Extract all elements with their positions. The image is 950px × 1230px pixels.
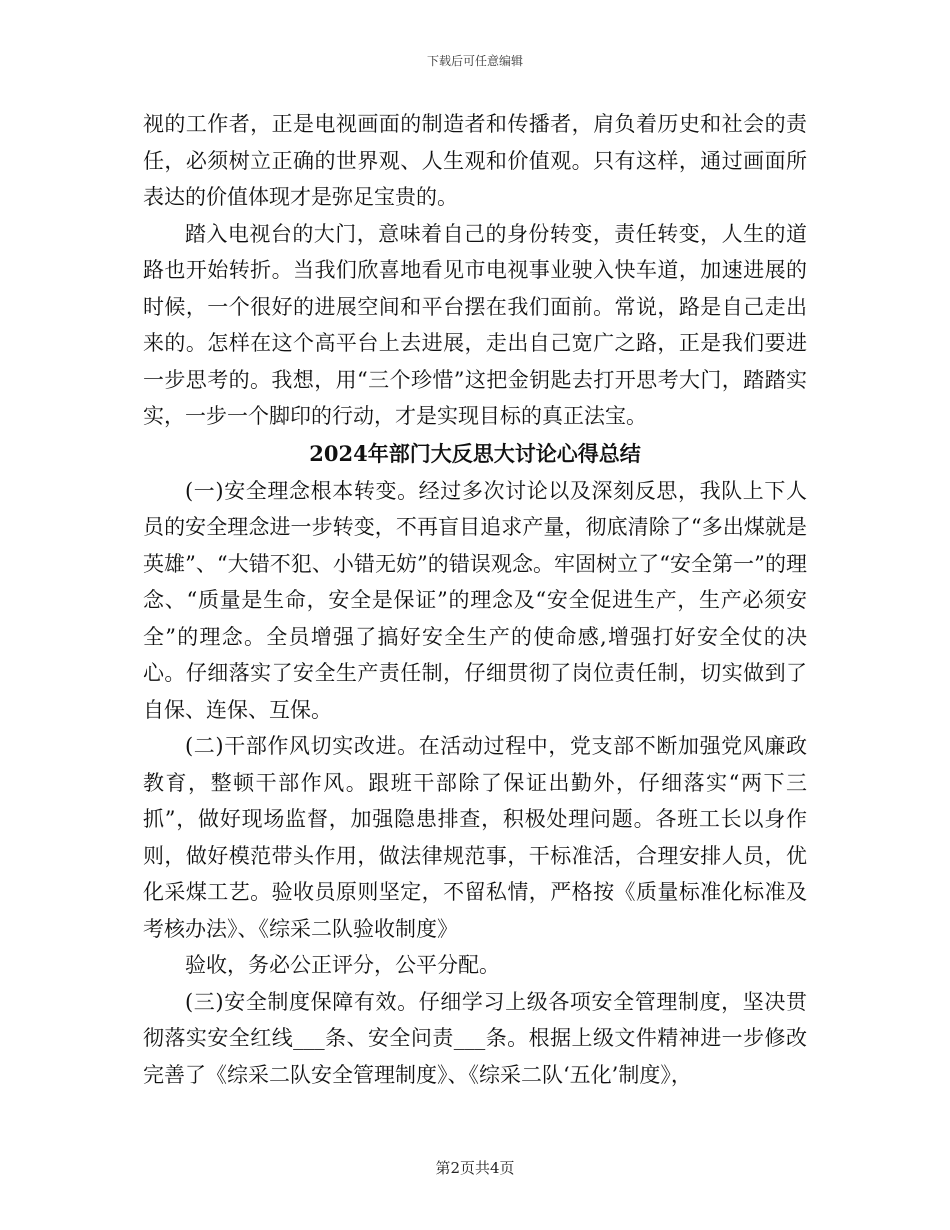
page-number: 第2页共4页: [435, 1159, 515, 1177]
paragraph-1: 视的工作者，正是电视画面的制造者和传播者，肩负着历史和社会的责任，必须树立正确的世界观、人生观和价值观。只有这样，通过画面所表达的价值体现才是弥足宝贵的。: [143, 112, 807, 209]
page-header-note: 下载后可任意编辑: [426, 54, 523, 68]
document-body: [143, 106, 807, 1093]
paragraph-2: 踏入电视台的大门，意味着自己的身份转变，责任转变，人生的道路也开始转折。当我们欣喜地看见市电视事业驶入快车道，加速进展的时候，一个很好的进展空间和平台摆在我们面前。常说，路是自己走出来的。怎样在这个高平台上去进展，走出自己宽广之路，正是我们要进一步思考的。我想，用“三个珍惜”这把金钥匙去打开思考大门，踏踏实实，一步一个脚印的行动，才是实现目标的真正法宝。: [143, 221, 807, 428]
section-title: 2024年部门大反思大讨论心得总结: [309, 440, 641, 466]
paragraph-3: (一)安全理念根本转变。经过多次讨论以及深刻反思，我队上下人员的安全理念进一步转变，不再盲目追求产量，彻底清除了“多出煤就是英雄”、“大错不犯、小错无妨”的错误观念。牢固树立了“安全第一”的理念、“质量是生命，安全是保证”的理念及“安全促进生产，生产必须安全”的理念。全员增强了搞好安全生产的使命感,增强打好安全仗的决心。仔细落实了安全生产责任制，仔细贯彻了岗位责任制，切实做到了自保、连保、互保。: [143, 478, 807, 722]
paragraph-6: (三)安全制度保障有效。仔细学习上级各项安全管理制度，坚决贯彻落实安全红线___条、安全问责___条。根据上级文件精神进一步修改完善了《综采二队安全管理制度》、《综采二队‘五化’制度》，: [143, 989, 807, 1087]
paragraph-4: (二)干部作风切实改进。在活动过程中，党支部不断加强党风廉政教育，整顿干部作风。跟班干部除了保证出勤外，仔细落实“两下三抓”，做好现场监督，加强隐患排查，积极处理问题。各班工长以身作则，做好模范带头作用，做法律规范事，干标准活，合理安排人员，优化采煤工艺。验收员原则坚定，不留私情，严格按《质量标准化标准及考核办法》、《综采二队验收制度》: [143, 734, 807, 941]
paragraph-5: 验收，务必公正评分，公平分配。: [185, 953, 500, 977]
